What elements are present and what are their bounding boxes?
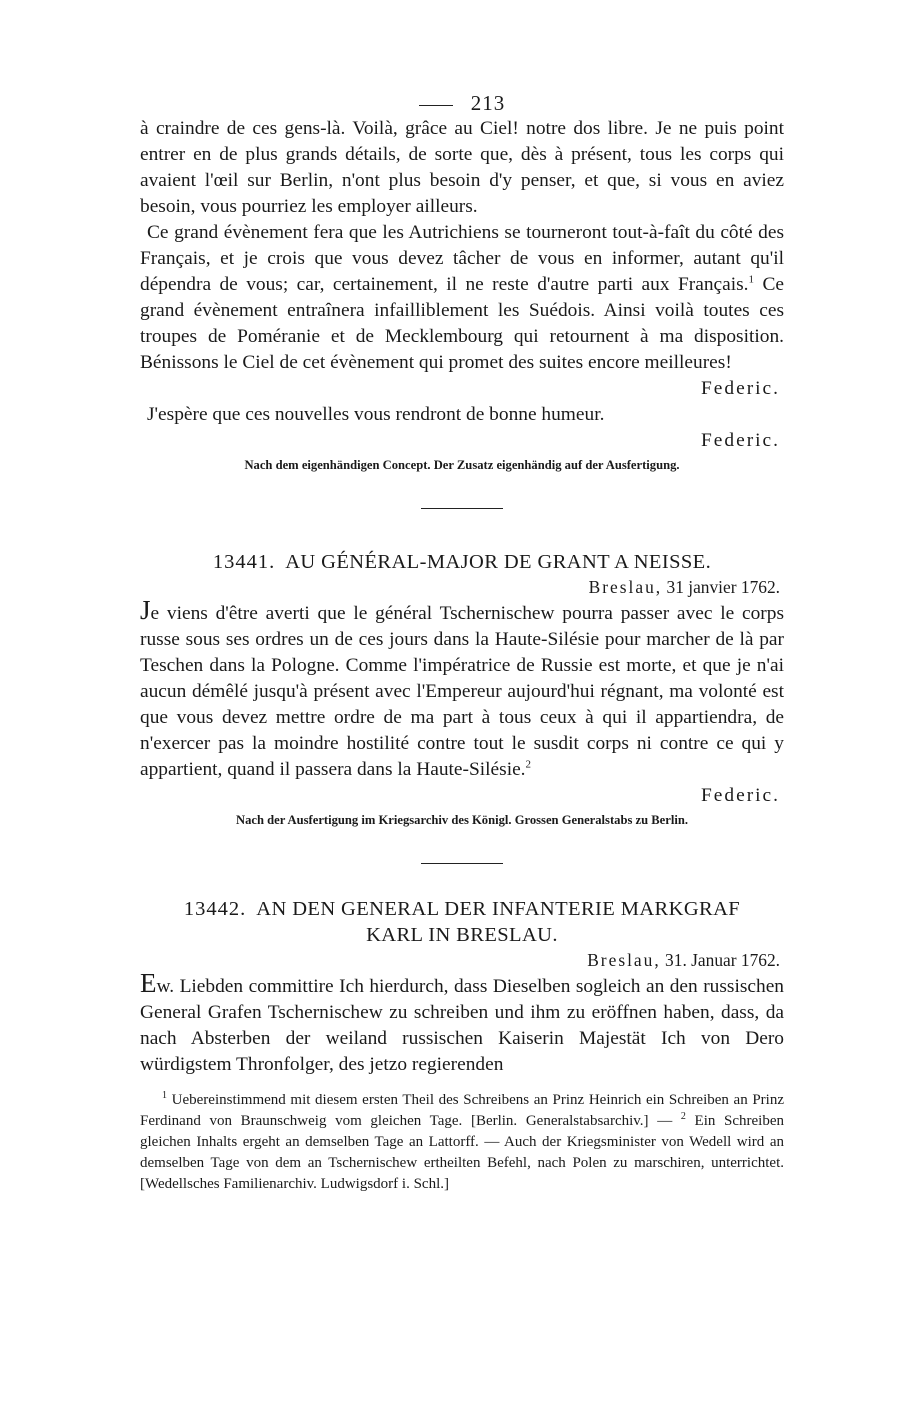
paragraph-2-part-b: Ce grand évènement entraînera infailliblement les Suédois. Ainsi voilà toutes ces troupes de Poméranie et de Mecklembourg qui retournent à ma disposition. Bénissons le Ciel de cet évènement qui promet des suites encore meilleures! [140,274,785,373]
letter-title-line-1: AN DEN GENERAL DER INFANTERIE MARKGRAF [256,898,741,920]
page-number: 213 [470,91,506,115]
letter-13442-dateline [140,948,784,972]
footnotes [140,1090,784,1195]
dateline-place: Breslau, [588,577,663,597]
letter-number: 13442. [183,898,247,920]
initial-letter: E [140,968,157,998]
letter-13442-body [140,968,784,1078]
continued-paragraph-1: à craindre de ces gens-là. Voilà, grâce au Ciel! notre dos libre. Je ne puis point entrer en de plus grands détails, de sorte que, dès à présent, tous les corps qui avaient l'œil sur Berlin, n'ont plus besoin d'y penser, et que, si vous en aviez besoin, vous pourriez les employer ailleurs. [140,118,784,217]
page-header [140,86,784,120]
initial-letter: J [140,595,151,625]
letter-number: 13441. [212,551,276,573]
signature-2: Federic. [701,430,780,451]
signature-1: Federic. [701,378,780,399]
dateline-place: Breslau, [587,950,661,970]
source-note-2: Nach der Ausfertigung im Kriegsarchiv des Königl. Grossen Generalstabs zu Berlin. [236,813,688,827]
section-divider-1 [421,508,503,509]
section-divider-2 [421,863,503,864]
body-text: e viens d'être averti que le général Tschernischew pourra passer avec le corps russe sous ses ordres un de ces jours dans la Haute-Silésie pour marcher de là par Teschen dans la Pologne. Comme l'impératrice de Russie est morte, et que je n'ai aucun démêlé jusqu'à présent avec l'Empereur aujourd'hui régnant, ma volonté est que vous devez mettre ordre de ma part à tous ceux à qui il appartiendra, de n'exercer pas la moindre hostilité contre tout le susdit corps ni contre ce qui y appartient, quand il passera dans la Haute-Silésie. [140,603,784,780]
dateline-date: 31. Januar 1762. [665,950,780,970]
footnote-ref-2: 2 [525,758,532,771]
letter-13442-heading [140,896,784,948]
footnote-text-1: Uebereinstimmend mit diesem ersten Theil des Schreibens an Prinz Heinrich ein Schreiben an Prinz Ferdinand von Braunschweig vom gleichen Tage. [Berlin. Generalstabsarchiv.] — [140,1092,784,1129]
footnote-ref-1: 1 [748,273,755,286]
body-text: w. Liebden committire Ich hierdurch, dass Dieselben sogleich an den russischen General Grafen Tschernischew zu schreiben und ihm zu eröffnen haben, dass, da nach Absterben der weiland russischen Kaiserin Majestät Ich von Dero würdigstem Thronfolger, des jetzo regierenden [140,976,784,1075]
letter-title: AU GÉNÉRAL-MAJOR DE GRANT A NEISSE. [285,551,712,573]
book-page [140,86,784,1195]
letter-13441-body [140,595,784,783]
paragraph-2-part-a: Ce grand évènement fera que les Autrichiens se tourneront tout-à-faît du côté des Français, et je crois que vous devez tâcher de vous en informer, autant qu'il dépendra de vous; car, certainement, il ne reste d'autre parti aux Français. [140,222,784,295]
letter-title-line-2: KARL IN BRESLAU. [366,924,558,946]
dateline-date: 31 janvier 1762. [666,577,780,597]
signature-3: Federic. [701,785,780,806]
footnote-mark-2: 2 [680,1111,686,1122]
postscript-paragraph: J'espère que ces nouvelles vous rendront de bonne humeur. [147,404,605,425]
source-note-1: Nach dem eigenhändigen Concept. Der Zusatz eigenhändig auf der Ausfertigung. [244,458,680,472]
footnote-mark-1: 1 [162,1090,167,1101]
letter-13441-dateline [140,575,784,599]
footnote-text-2: Ein Schreiben gleichen Inhalts ergeht an demselben Tage an Lattorff. — Auch der Kriegsminister von Wedell wird an demselben Tage von dem an Tschernischew ertheilten Befehl, nach Polen zu marschiren, unterrichtet. [Wedellsches Familienarchiv. Ludwigsdorf i. Schl.] [140,1113,784,1192]
continued-paragraph-2 [140,220,784,376]
header-dash [419,105,453,106]
letter-13441-heading [140,549,784,575]
